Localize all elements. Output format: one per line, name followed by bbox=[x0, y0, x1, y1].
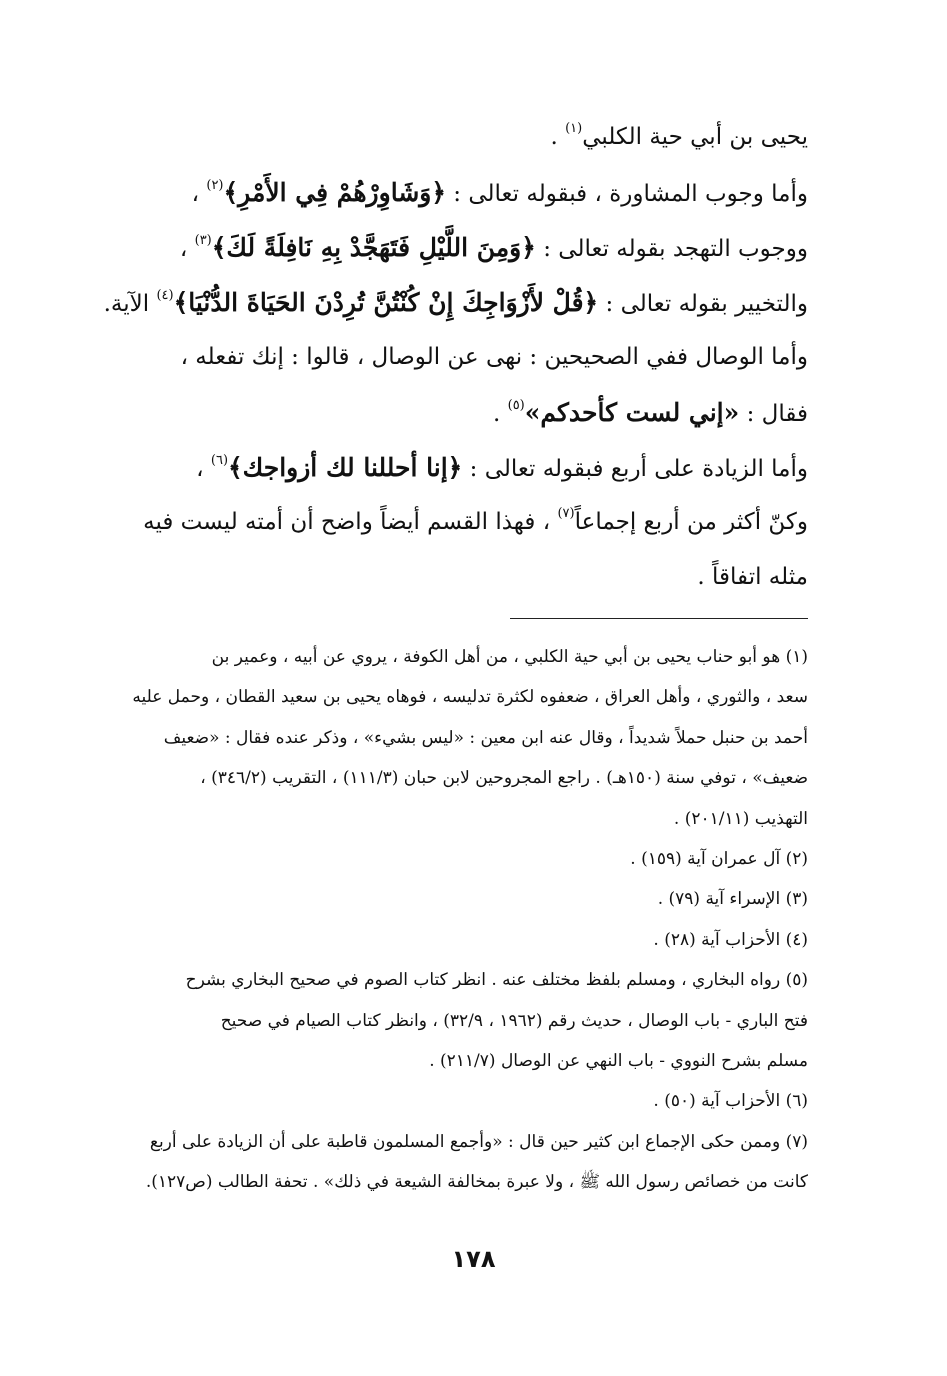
text-line-9: مثله اتفاقاً . bbox=[697, 564, 808, 590]
text-segment: يحيى بن أبي حية الكلبي bbox=[582, 124, 808, 150]
footnote-line: ضعيف» ، توفي سنة (١٥٠هـ) . راجع المجروحين لابن حبان (١١١/٣) ، التقريب (٣٤٦/٢) ، bbox=[200, 768, 808, 789]
quran-verse: ﴿قُلْ لأَزْوَاجِكَ إِنْ كُنْتُنَّ تُرِدْنَ الحَيَاةَ الدُّنْيَا﴾ bbox=[173, 288, 599, 317]
quran-verse: ﴿إنا أحللنا لك أزواجك﴾ bbox=[228, 453, 463, 482]
footnote-separator bbox=[510, 618, 808, 619]
text-segment: . bbox=[492, 401, 508, 427]
footnote-line: (٣) الإسراء آية (٧٩) . bbox=[657, 889, 808, 910]
footnote-ref-6[interactable]: (٦) bbox=[210, 453, 229, 468]
footnotes bbox=[50, 637, 808, 1202]
text-segment: فقال : bbox=[739, 401, 808, 427]
text-line-6 bbox=[50, 385, 808, 440]
footnote-line: (٧) وممن حكى الإجماع ابن كثير حين قال : «وأجمع المسلمون قاطبة على أن الزيادة على أربع bbox=[149, 1131, 808, 1152]
text-line-5: وأما الوصال ففي الصحيحين : نهى عن الوصال ، قالوا : إنك تفعله ، bbox=[180, 344, 808, 370]
footnote-line: أحمد بن حنبل حملاً شديداً ، وقال عنه ابن معين : «ليس بشيء» ، وذكر عنده فقال : «ضعيف bbox=[163, 727, 808, 748]
main-text bbox=[50, 110, 808, 605]
text-segment: وأما الزيادة على أربع فبقوله تعالى : bbox=[462, 456, 808, 482]
footnote-line: (٢) آل عمران آية (١٥٩) . bbox=[630, 848, 808, 869]
footnote-line: التهذيب (٢٠١/١١) . bbox=[673, 808, 808, 829]
text-segment: وأما وجوب المشاورة ، فبقوله تعالى : bbox=[446, 181, 808, 207]
text-line-8 bbox=[50, 495, 808, 550]
quran-verse: ﴿وَمِنَ اللَّيْلِ فَتَهَجَّدْ بِهِ نَافِلَةً لَكَ﴾ bbox=[211, 233, 536, 262]
text-segment: الآية. bbox=[103, 291, 157, 317]
text-line-7 bbox=[50, 440, 808, 495]
footnote-ref-5[interactable]: (٥) bbox=[507, 398, 525, 413]
quran-verse: ﴿وَشَاوِرْهُمْ فِي الأَمْرِ﴾ bbox=[223, 178, 446, 207]
footnote-line: كانت من خصائص رسول الله ﷺ ، ولا عبرة بمخالفة الشيعة في ذلك» . تحفة الطالب (ص١٢٧). bbox=[145, 1172, 808, 1193]
text-segment: وكنّ أكثر من أربع إجماعاً bbox=[574, 509, 808, 535]
text-line-3 bbox=[50, 220, 808, 275]
hadith-quote: «إني لست كأحدكم» bbox=[524, 398, 740, 427]
footnote-ref-2[interactable]: (٢) bbox=[206, 178, 224, 193]
text-segment: . bbox=[550, 124, 566, 150]
footnote-line: فتح الباري - باب الوصال ، حديث رقم (١٩٦٢ ، ٣٢/٩) ، وانظر كتاب الصيام في صحيح bbox=[220, 1010, 808, 1031]
footnote-ref-7[interactable]: (٧) bbox=[557, 506, 575, 521]
footnote-line: (٤) الأحزاب آية (٢٨) . bbox=[653, 929, 808, 950]
text-segment: والتخيير بقوله تعالى : bbox=[598, 291, 808, 317]
text-line-2 bbox=[50, 165, 808, 220]
footnote-ref-1[interactable]: (١) bbox=[565, 121, 583, 136]
footnote-line: (٦) الأحزاب آية (٥٠) . bbox=[653, 1091, 808, 1112]
footnote-ref-3[interactable]: (٣) bbox=[194, 233, 212, 248]
text-segment: ووجوب التهجد بقوله تعالى : bbox=[535, 236, 808, 262]
text-line-4 bbox=[50, 275, 808, 330]
text-segment: ، فهذا القسم أيضاً واضح أن أمته ليست فيه bbox=[143, 509, 558, 535]
text-segment: ، bbox=[179, 236, 195, 262]
footnote-line: مسلم بشرح النووي - باب النهي عن الوصال (٢١١/٧) . bbox=[429, 1050, 808, 1071]
text-segment: ، bbox=[196, 456, 211, 482]
footnote-ref-4[interactable]: (٤) bbox=[156, 288, 174, 303]
page-number: ١٧٨ bbox=[451, 1245, 496, 1273]
footnote-line: (٥) رواه البخاري ، ومسلم بلفظ مختلف عنه . انظر كتاب الصوم في صحيح البخاري بشرح bbox=[185, 970, 808, 991]
text-line-1 bbox=[50, 110, 808, 165]
text-segment: ، bbox=[191, 181, 207, 207]
footnote-line: (١) هو أبو حناب يحيى بن أبي حية الكلبي ، من أهل الكوفة ، يروي عن أبيه ، وعمير بن bbox=[211, 647, 808, 667]
footnote-line: سعد ، والثوري ، وأهل العراق ، ضعفوه لكثرة تدليسه ، فوهاه يحيى بن سعيد القطان ، وحمل عليه bbox=[132, 687, 808, 708]
